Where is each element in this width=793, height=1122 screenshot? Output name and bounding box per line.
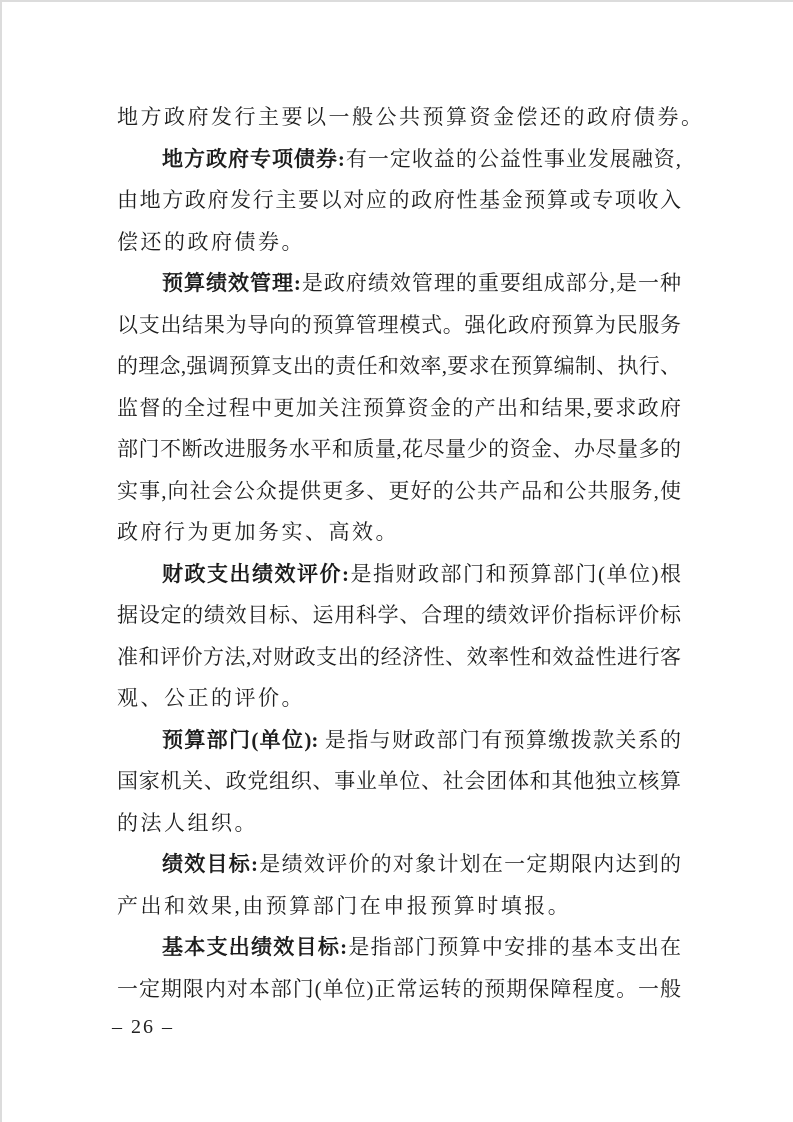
text-line xyxy=(117,637,681,679)
line-text: 据设定的绩效目标、运用科学、合理的绩效评价指标评价标 xyxy=(117,603,681,627)
term-bold: 财政支出绩效评价: xyxy=(162,561,349,586)
term-bold: 预算绩效管理: xyxy=(162,271,301,295)
line-text: 实事,向社会公众提供更多、更好的公共产品和公共服务,使 xyxy=(117,478,681,503)
term-bold: 基本支出绩效目标: xyxy=(162,935,348,959)
text-line xyxy=(117,844,681,886)
line-text: 是指部门预算中安排的基本支出在 xyxy=(347,935,682,959)
line-text: 的理念,强调预算支出的责任和效率,要求在预算编制、执行、 xyxy=(117,354,681,378)
line-text: 是指财政部门和预算部门(单位)根 xyxy=(349,561,681,586)
text-line xyxy=(117,388,681,430)
line-text: 监督的全过程中更加关注预算资金的产出和结果,要求政府 xyxy=(117,395,681,420)
text-line xyxy=(117,512,681,554)
line-text: 是指与财政部门有预算缴拨款关系的 xyxy=(318,727,681,752)
text-line xyxy=(117,678,681,720)
page-number: – 26 – xyxy=(112,1016,174,1038)
text-line xyxy=(117,761,681,803)
line-text: 地方政府发行主要以一般公共预算资金偿还的政府债券。 xyxy=(117,105,705,129)
text-line xyxy=(117,305,681,347)
text-line xyxy=(117,886,681,928)
line-text: 偿还的政府债券。 xyxy=(117,229,305,254)
text-line xyxy=(117,180,681,222)
line-text: 国家机关、政党组织、事业单位、社会团体和其他独立核算 xyxy=(117,769,681,793)
line-text: 准和评价方法,对财政支出的经济性、效率性和效益性进行客 xyxy=(117,644,681,669)
text-line xyxy=(117,927,681,969)
text-line xyxy=(117,263,681,305)
line-text: 是政府绩效管理的重要组成部分,是一种 xyxy=(300,271,681,295)
line-text: 观、公正的评价。 xyxy=(117,686,305,710)
text-line xyxy=(117,720,681,762)
line-text: 一定期限内对本部门(单位)正常运转的预期保障程度。一般 xyxy=(117,976,681,1001)
text-line xyxy=(117,346,681,388)
line-text: 部门不断改进服务水平和质量,花尽量少的资金、办尽量多的 xyxy=(117,437,681,461)
line-text: 以支出结果为导向的预算管理模式。强化政府预算为民服务 xyxy=(117,312,681,337)
text-line xyxy=(117,969,681,1011)
term-bold: 地方政府专项债券: xyxy=(162,146,345,171)
text-line xyxy=(117,139,681,181)
text-line xyxy=(117,803,681,845)
text-line xyxy=(117,471,681,513)
text-line xyxy=(117,222,681,264)
document-body xyxy=(117,97,705,1010)
line-text: 产出和效果,由预算部门在申报预算时填报。 xyxy=(117,893,572,918)
term-bold: 预算部门(单位): xyxy=(162,727,319,752)
line-text: 的法人组织。 xyxy=(117,810,258,835)
text-line xyxy=(117,429,681,471)
line-text: 有一定收益的公益性事业发展融资, xyxy=(344,146,682,171)
text-line xyxy=(117,554,681,596)
term-bold: 绩效目标: xyxy=(162,852,259,876)
line-text: 是绩效评价的对象计划在一定期限内达到的 xyxy=(258,852,682,876)
text-line xyxy=(117,97,705,139)
line-text: 由地方政府发行主要以对应的政府性基金预算或专项收入 xyxy=(117,188,681,212)
line-text: 政府行为更加务实、高效。 xyxy=(117,520,399,544)
text-line xyxy=(117,595,681,637)
